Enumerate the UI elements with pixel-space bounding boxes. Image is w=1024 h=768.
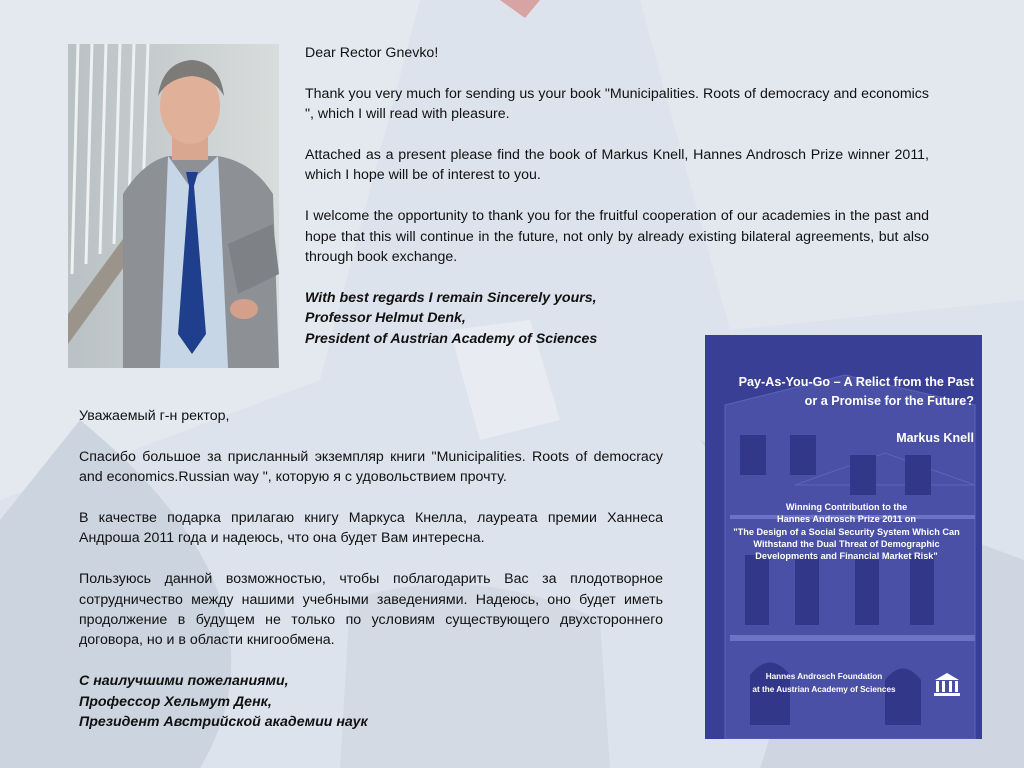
book-description (715, 501, 978, 562)
signature-line: President of Austrian Academy of Sciences (305, 330, 598, 347)
signature-line: Professor Helmut Denk, (305, 310, 466, 327)
book-description-line: Winning Contribution to the (785, 502, 908, 512)
book-description-line: "The Design of a Social Security System Which Can (733, 526, 960, 537)
letter-paragraph: Пользуюсь данной возможностью, чтобы поблагодарить Вас за плодотворное сотрудничество между нашими учебными заведениями. Надеюсь, оно будет иметь продолжение в будущем не только по условиям существующего двухстороннего договора, но и в области книгообмена. (79, 571, 663, 649)
book-publisher-line: at the Austrian Academy of Sciences (752, 685, 896, 694)
letter-paragraph: I welcome the opportunity to thank you for the fruitful cooperation of our academies in the past and hope that this will continue in the future, not only by already existing bilateral agreements, but also through book exchange. (305, 208, 929, 266)
letter-english (305, 43, 929, 349)
letter-paragraph: Thank you very much for sending us your book "Municipalities. Roots of democracy and economics ", which I will read with pleasure. (305, 85, 929, 123)
portrait-photo (68, 44, 279, 368)
book-author: Markus Knell (896, 431, 974, 445)
signature-line: С наилучшими пожеланиями, (79, 673, 289, 690)
book-publisher-line: Hannes Androsch Foundation (765, 672, 883, 681)
academy-logo-icon (933, 671, 961, 697)
letter-greeting: Уважаемый г-н ректор, (79, 408, 230, 424)
book-title (705, 373, 974, 411)
letter-russian (79, 406, 663, 732)
signature-line: With best regards I remain Sincerely yours, (305, 289, 597, 306)
book-cover (705, 335, 982, 739)
book-title-line: or a Promise for the Future? (804, 394, 974, 408)
letter-paragraph: Спасибо большое за присланный экземпляр книги "Municipalities. Roots of democracy and economics.Russian way ", которую я с удовольствием прочту. (79, 448, 663, 486)
signature-line: Профессор Хельмут Денк, (79, 693, 272, 710)
letter-greeting: Dear Rector Gnevko! (305, 45, 439, 61)
signature-line: Президент Австрийской академии наук (79, 714, 368, 731)
letter-paragraph: Attached as a present please find the book of Markus Knell, Hannes Androsch Prize winner 2011, which I hope will be of interest to you. (305, 147, 929, 184)
book-description-line: Developments and Financial Market Risk" (755, 551, 938, 562)
book-title-line: Pay-As-You-Go – A Relict from the Past (738, 375, 974, 389)
letter-paragraph: В качестве подарка прилагаю книгу Маркуса Кнелла, лауреата премии Ханнеса Андроша 2011 года и надеюсь, что она будет Вам интересна. (79, 510, 663, 547)
book-description-line: Hannes Androsch Prize 2011 on (776, 514, 917, 525)
book-publisher (719, 670, 929, 696)
book-description-line: Withstand the Dual Threat of Demographic (753, 538, 940, 549)
